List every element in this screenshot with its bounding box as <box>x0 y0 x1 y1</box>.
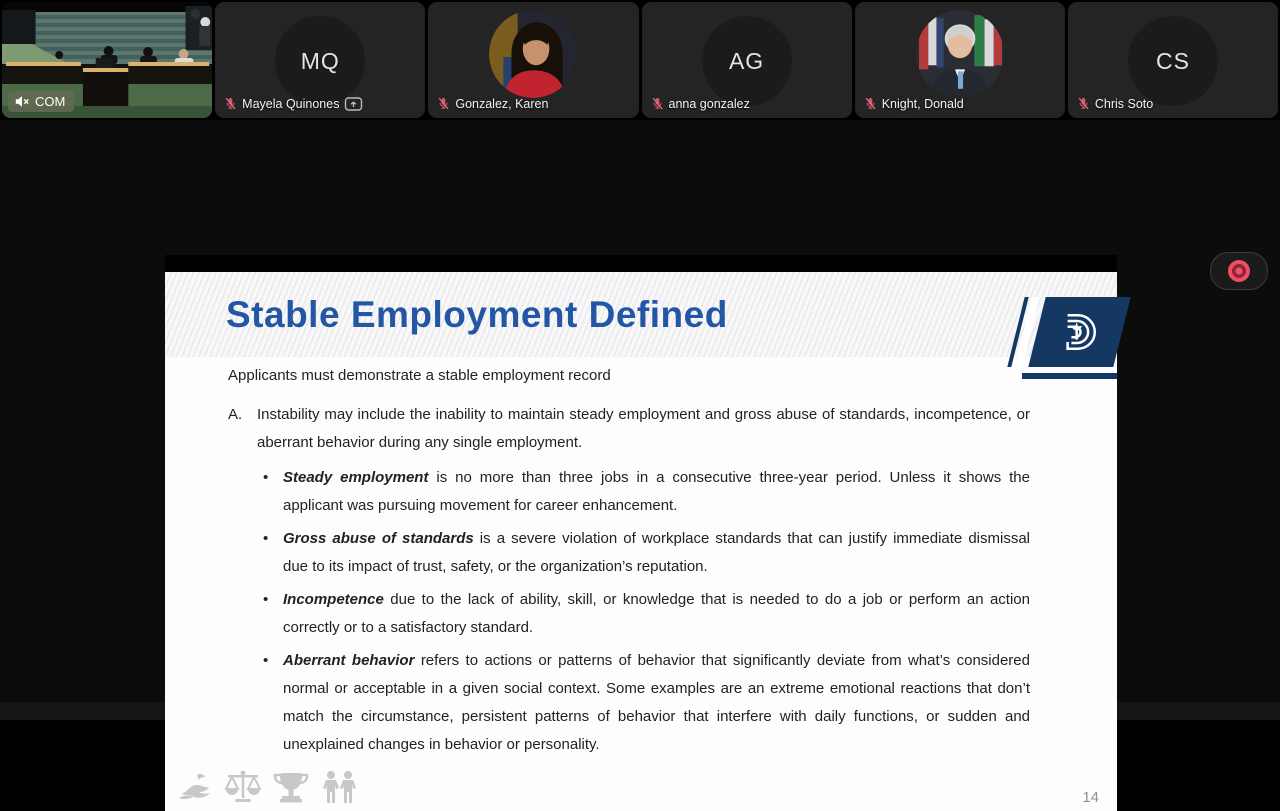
avatar <box>275 16 365 106</box>
woman-portrait <box>489 10 577 98</box>
slide-header <box>165 272 1117 357</box>
slide-page-number: 14 <box>1082 789 1099 806</box>
bullet-marker <box>263 647 283 759</box>
mic-muted-icon <box>224 96 237 111</box>
participant-strip <box>0 0 1280 120</box>
bullet-marker <box>263 464 283 520</box>
item-a-label: A. <box>228 406 243 423</box>
participant-name: anna gonzalez <box>668 96 750 111</box>
avatar-initials: AG <box>728 47 765 74</box>
com-label: COM <box>35 94 66 109</box>
avatar <box>1128 16 1218 106</box>
participant-name: Knight, Donald <box>881 96 964 111</box>
bullet-steady-employment <box>263 464 1030 520</box>
bullet-text: Gross abuse of standards is a severe violation of workplace standards that can justify immediate dismissal due to its impact of trust, safety, or the organization’s reputation. <box>283 530 1030 575</box>
bullet-text: Aberrant behavior refers to actions or patterns of behavior that significantly deviate from what’s considered normal or acceptable in a given social context. Some examples are an extreme emotional reactions that don’t match the circumstance, persistent patterns of behavior that interfere with daily functions, or sudden and unexplained changes in behavior or personality. <box>283 652 1030 753</box>
avatar-photo <box>916 10 1004 98</box>
bullet-text: Steady employment is no more than three jobs in a consecutive three-year period. Unless it shows the applicant was pursuing movement for career enhancement. <box>283 469 1030 514</box>
item-a-text: Instability may include the inability to maintain steady employment and gross abuse of standards, incompetence, or aberrant behavior during any single employment. <box>257 406 1030 451</box>
com-audio-badge <box>8 91 74 112</box>
bullet-marker <box>263 525 283 581</box>
shared-screen-area <box>0 120 1280 806</box>
avatar-initials: CS <box>1155 47 1190 74</box>
scales-of-justice-icon <box>222 769 264 805</box>
video-tile-com[interactable] <box>2 2 212 118</box>
participant-tile-knight-donald[interactable] <box>855 2 1065 118</box>
slide-footer-icons <box>175 769 360 805</box>
slide-title: Stable Employment Defined <box>226 293 728 335</box>
participant-name: Chris Soto <box>1094 96 1154 111</box>
participant-tile-mayela-quinones[interactable] <box>215 2 425 118</box>
participant-tile-gonzalez-karen[interactable] <box>428 2 638 118</box>
record-button[interactable] <box>1210 252 1268 290</box>
mic-muted-icon <box>864 96 877 111</box>
participant-tile-chris-soto[interactable] <box>1068 2 1278 118</box>
screen-share-indicator-icon <box>344 97 363 111</box>
dallas-d-logo-icon <box>1028 297 1130 367</box>
bullet-marker <box>263 586 283 642</box>
bullet-aberrant-behavior <box>263 647 1030 759</box>
mic-muted-icon <box>651 96 664 111</box>
record-icon <box>1228 260 1250 282</box>
hand-icon <box>175 769 215 805</box>
presentation-slide <box>165 255 1117 811</box>
speaker-muted-icon <box>14 95 30 108</box>
bullet-text: Incompetence due to the lack of ability, skill, or knowledge that is needed to do a job or perform an action correctly or to a satisfactory standard. <box>283 591 1030 636</box>
list-item-a <box>228 401 1030 457</box>
intro-line: Applicants must demonstrate a stable employment record <box>228 367 611 384</box>
participant-name: Gonzalez, Karen <box>455 96 549 111</box>
participant-name: Mayela Quinones <box>242 96 340 111</box>
logo-underline <box>1022 373 1117 379</box>
slide-top-bar <box>165 255 1117 272</box>
bullet-gross-abuse <box>263 525 1030 581</box>
man-portrait <box>916 10 1004 98</box>
bullet-incompetence <box>263 586 1030 642</box>
trophy-icon <box>271 769 311 805</box>
mic-muted-icon <box>437 96 450 111</box>
avatar <box>702 16 792 106</box>
mic-muted-icon <box>1077 96 1090 111</box>
avatar-photo <box>489 10 577 98</box>
participant-tile-anna-gonzalez[interactable] <box>642 2 852 118</box>
bullet-list <box>228 464 1030 759</box>
people-partnership-icon <box>318 769 360 805</box>
slide-body <box>228 365 1030 764</box>
avatar-initials: MQ <box>300 47 340 74</box>
